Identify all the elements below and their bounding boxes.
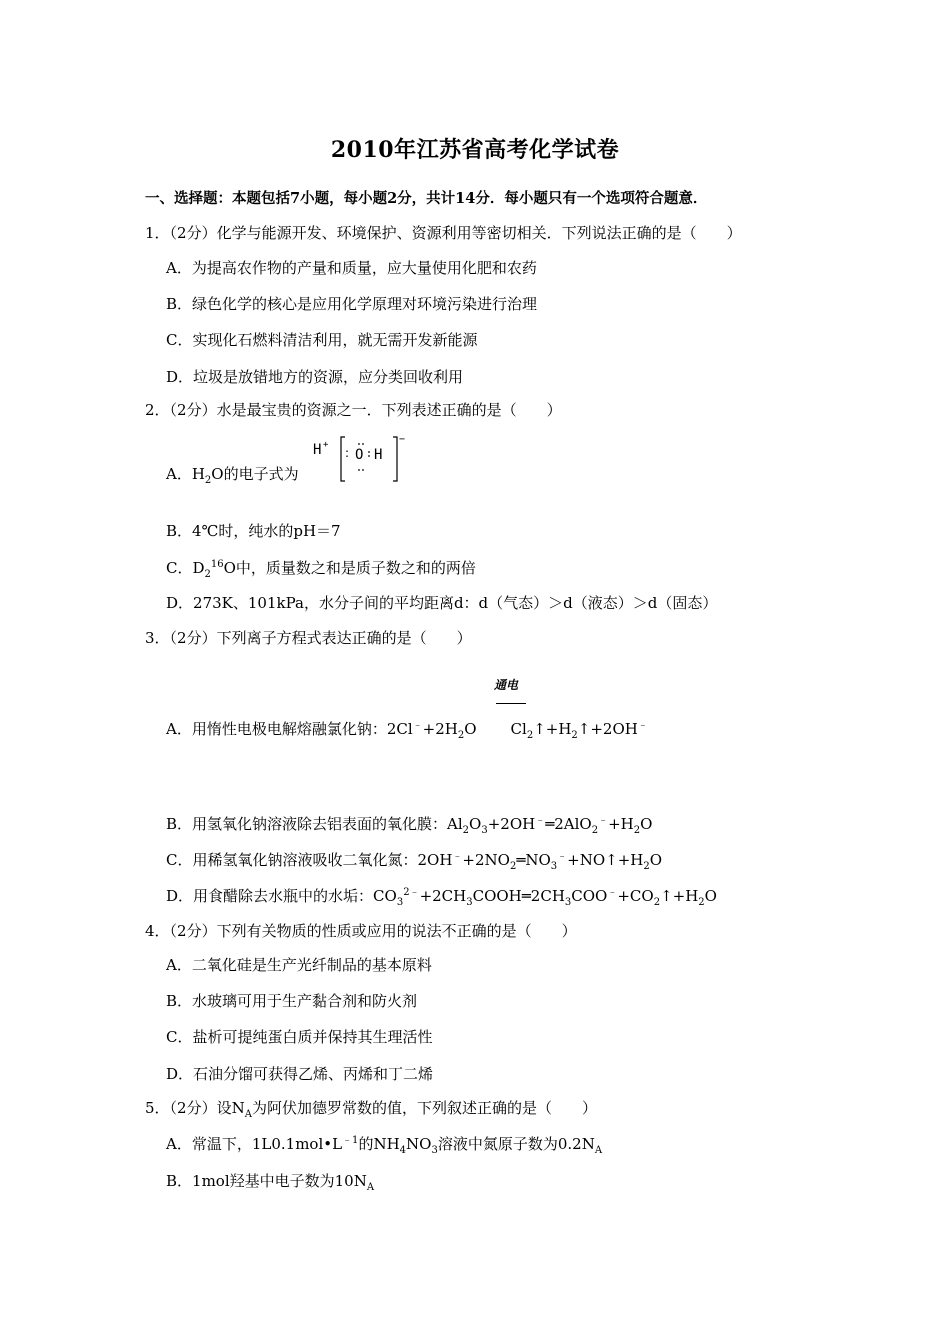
question-1-option-c: C．实现化石燃料清洁利用，就无需开发新能源 <box>166 331 478 349</box>
subscript: 3 <box>481 825 488 836</box>
electron-dot <box>368 451 370 453</box>
formula-plus: + <box>323 440 329 450</box>
subscript: 2 <box>457 730 465 741</box>
formula-h2: H <box>374 447 383 463</box>
eq-part: A．用惰性电极电解熔融氯化钠：2Cl <box>166 720 413 738</box>
question-5-option-b <box>166 1171 374 1191</box>
electron-dot <box>358 443 360 445</box>
eq-part: O <box>469 815 482 833</box>
question-4-stem: 4．（2分）下列有关物质的性质或应用的说法不正确的是（ ） <box>145 922 577 940</box>
right-bracket <box>393 437 397 481</box>
subscript: 3 <box>431 1145 438 1156</box>
question-5-option-a <box>166 1134 602 1154</box>
question-2-stem: 2．（2分）水是最宝贵的资源之一．下列表述正确的是（ ） <box>145 401 562 419</box>
question-5-stem <box>145 1098 597 1118</box>
subscript: 2 <box>509 861 517 872</box>
eq-part: A．常温下，1L0.1mol•L <box>166 1135 343 1153</box>
superscript: ﹣1 <box>342 1135 359 1146</box>
eq-part: Cl <box>510 720 527 738</box>
electrolysis-label: 通电 <box>494 678 519 692</box>
electron-formula-image <box>311 432 411 484</box>
eq-part: O <box>649 851 663 869</box>
question-2-option-a <box>166 464 299 484</box>
option-a-text: O的电子式为 <box>211 465 299 483</box>
question-3-option-b <box>166 814 652 834</box>
question-2-option-c <box>166 558 476 578</box>
formula-minus: − <box>399 434 406 445</box>
subscript: 3 <box>396 897 404 908</box>
formula-h: H <box>313 442 322 458</box>
eq-part: ↑+H <box>533 720 572 738</box>
subscript: 2 <box>204 475 212 486</box>
eq-part: C．用稀氢氧化钠溶液吸收二氧化氮：2OH <box>166 851 453 869</box>
eq-part: +2OH <box>487 815 536 833</box>
stem-part: 5．（2分）设N <box>145 1099 245 1117</box>
superscript: ﹣ <box>452 851 463 862</box>
subscript: 2 <box>591 825 599 836</box>
eq-part: ↑+2OH <box>577 720 638 738</box>
superscript: 16 <box>210 559 224 570</box>
question-2-option-d: D．273K、101kPa，水分子间的平均距离d：d（气态）＞d（液态）＞d（固态） <box>166 594 718 612</box>
eq-part: 的NH <box>358 1135 400 1153</box>
section-heading: 一、选择题：本题包括7小题，每小题2分，共计14分．每小题只有一个选项符合题意． <box>145 190 708 207</box>
option-c-text: O中，质量数之和是质子数之和的两倍 <box>223 559 476 577</box>
question-4-option-a: A．二氧化硅是生产光纤制品的基本原料 <box>166 956 432 974</box>
eq-part: COO <box>571 887 608 905</box>
superscript: ﹣ <box>535 815 546 826</box>
option-c-text: C．D <box>166 559 205 577</box>
eq-part: O <box>704 887 717 905</box>
superscript: ﹣ <box>412 720 423 731</box>
question-1-stem: 1．（2分）化学与能源开发、环境保护、资源利用等密切相关．下列说法正确的是（ ） <box>145 224 742 242</box>
formula-colon: : <box>345 446 350 460</box>
option-a-text: A．H <box>166 465 205 483</box>
subscript: 2 <box>643 861 650 872</box>
electron-dot <box>358 469 360 471</box>
subscript: A <box>244 1109 252 1120</box>
question-4-option-c: C．盐析可提纯蛋白质并保持其生理活性 <box>166 1028 433 1046</box>
subscript: 2 <box>633 825 641 836</box>
subscript: 4 <box>399 1145 407 1156</box>
question-2-option-b: B．4℃时，纯水的pH＝7 <box>166 522 341 540</box>
subscript: 2 <box>571 730 578 741</box>
superscript: ﹣ <box>557 851 568 862</box>
subscript: 2 <box>698 897 705 908</box>
superscript: ﹣ <box>607 887 618 898</box>
eq-part: B．1mol羟基中电子数为10N <box>166 1172 367 1190</box>
electron-dot <box>368 455 370 457</box>
eq-part: NO <box>406 1135 432 1153</box>
formula-o: O <box>355 447 364 463</box>
electron-dot <box>362 443 364 445</box>
eq-part: +CO <box>617 887 654 905</box>
eq-part: 溶液中氮原子数为0.2N <box>437 1135 595 1153</box>
subscript: 2 <box>204 569 211 580</box>
question-3-option-a <box>166 719 648 739</box>
question-3-option-d <box>166 886 717 906</box>
eq-part: B．用氢氧化钠溶液除去铝表面的氧化膜：Al <box>166 815 463 833</box>
eq-part: ═NO <box>516 851 551 869</box>
exam-title: 2010年江苏省高考化学试卷 <box>330 137 620 163</box>
subscript: 2 <box>526 730 534 741</box>
stem-part: 为阿伏加德罗常数的值，下列叙述正确的是（ ） <box>251 1099 597 1117</box>
subscript: A <box>366 1182 375 1193</box>
eq-part: +H <box>608 815 634 833</box>
eq-part: O <box>464 720 477 738</box>
question-3-option-c <box>166 850 662 870</box>
electron-dot <box>362 469 364 471</box>
subscript: 2 <box>653 897 661 908</box>
question-3-stem: 3．（2分）下列离子方程式表达正确的是（ ） <box>145 629 472 647</box>
eq-part: ═2AlO <box>545 815 592 833</box>
question-1-option-d: D．垃圾是放错地方的资源，应分类回收利用 <box>166 368 464 386</box>
eq-part: ↑+H <box>660 887 699 905</box>
question-4-option-b: B．水玻璃可用于生产黏合剂和防火剂 <box>166 992 418 1010</box>
eq-part: D．用食醋除去水瓶中的水垢：CO <box>166 887 397 905</box>
superscript: ﹣ <box>598 815 609 826</box>
eq-part: +2H <box>422 720 458 738</box>
eq-part: +NO↑+H <box>567 851 644 869</box>
eq-part: COOH═2CH <box>472 887 565 905</box>
question-1-option-b: B．绿色化学的核心是应用化学原理对环境污染进行治理 <box>166 295 538 313</box>
eq-part: +2NO <box>462 851 510 869</box>
electrolysis-arrow-line <box>496 703 526 704</box>
subscript: 3 <box>564 897 572 908</box>
superscript: 2﹣ <box>403 887 420 898</box>
question-1-option-a: A．为提高农作物的产量和质量，应大量使用化肥和农药 <box>166 259 537 277</box>
subscript: 3 <box>466 897 473 908</box>
subscript: 3 <box>550 861 558 872</box>
question-4-option-d: D．石油分馏可获得乙烯、丙烯和丁二烯 <box>166 1065 434 1083</box>
eq-part: O <box>640 815 653 833</box>
subscript: 2 <box>462 825 470 836</box>
eq-part: +2CH <box>419 887 467 905</box>
subscript: A <box>594 1145 603 1156</box>
superscript: ﹣ <box>637 720 648 731</box>
